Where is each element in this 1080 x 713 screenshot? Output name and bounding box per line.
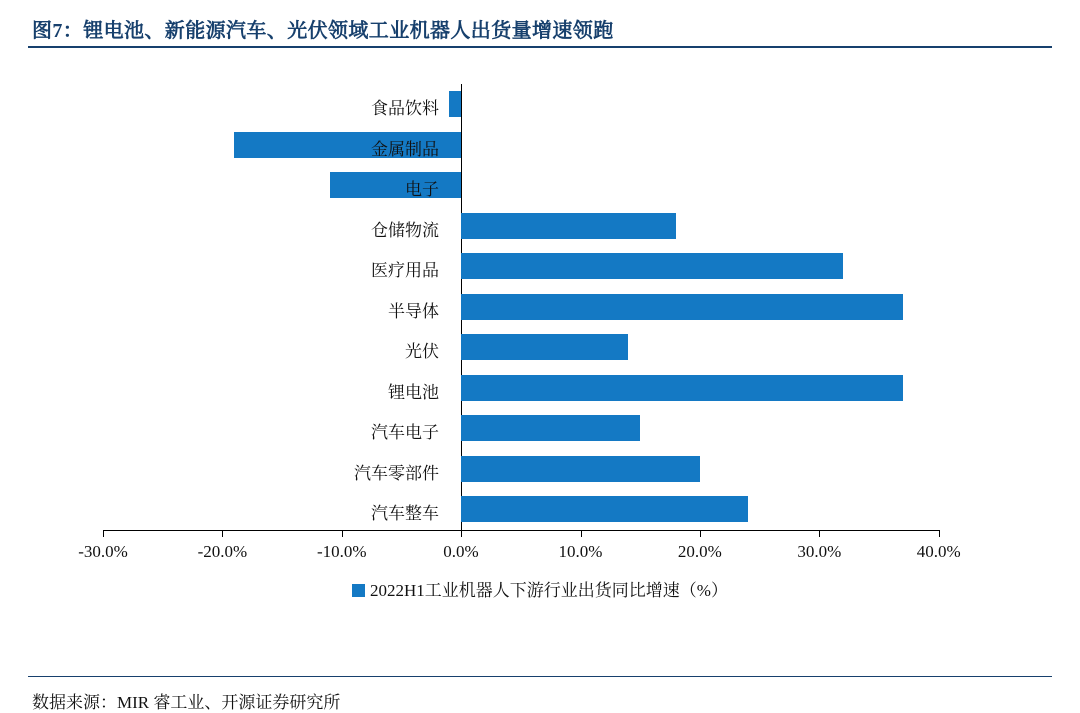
source-divider xyxy=(28,676,1052,677)
figure-container xyxy=(28,10,1052,712)
x-axis-tick-0 xyxy=(103,530,104,537)
table-row xyxy=(103,125,939,165)
bar-9[interactable] xyxy=(461,456,700,482)
bar-5[interactable] xyxy=(461,294,903,320)
category-label-10: 汽车整车 xyxy=(371,504,439,523)
x-axis-tick-2 xyxy=(342,530,343,537)
category-label-1: 金属制品 xyxy=(371,139,439,159)
category-label-0: 食品饮料 xyxy=(371,99,439,118)
category-label-5: 半导体 xyxy=(388,301,439,321)
category-label-2: 电子 xyxy=(405,180,439,199)
bar-8[interactable] xyxy=(461,415,640,441)
x-axis-label-6: 30.0% xyxy=(797,542,842,561)
category-label-7: 锂电池 xyxy=(388,382,439,402)
x-axis-tick-4 xyxy=(581,530,582,537)
x-axis-label-2: -10.0% xyxy=(317,542,367,561)
x-axis-tick-6 xyxy=(819,530,820,537)
table-row xyxy=(103,327,939,367)
legend-swatch-icon xyxy=(352,584,365,597)
x-axis-label-3: 0.0% xyxy=(443,542,479,561)
category-label-6: 光伏 xyxy=(405,342,439,361)
x-axis-tick-3 xyxy=(461,530,462,537)
bar-0[interactable] xyxy=(449,91,461,117)
table-row xyxy=(103,489,939,529)
x-axis-tick-1 xyxy=(222,530,223,537)
table-row xyxy=(103,206,939,246)
bar-6[interactable] xyxy=(461,334,628,360)
x-axis-label-7: 40.0% xyxy=(916,542,961,561)
bar-7[interactable] xyxy=(461,375,903,401)
source-note: 数据来源：MIR 睿工业、开源证券研究所 xyxy=(32,693,341,712)
chart-axes xyxy=(78,84,993,561)
bar-10[interactable] xyxy=(461,496,748,522)
figure-title-bar xyxy=(28,10,1052,48)
category-label-9: 汽车零部件 xyxy=(354,463,439,483)
table-row xyxy=(103,449,939,489)
x-axis-tick-5 xyxy=(700,530,701,537)
table-row xyxy=(103,84,939,124)
category-label-8: 汽车电子 xyxy=(371,423,439,442)
x-axis-line xyxy=(103,530,939,531)
bar-series xyxy=(103,84,939,530)
bar-3[interactable] xyxy=(461,213,676,239)
chart-plot-area xyxy=(28,56,1052,712)
x-axis-label-5: 20.0% xyxy=(677,542,722,561)
table-row xyxy=(103,165,939,205)
bar-4[interactable] xyxy=(461,253,843,279)
x-axis-label-1: -20.0% xyxy=(197,542,248,561)
chart-legend xyxy=(28,576,1052,601)
legend-item[interactable] xyxy=(352,576,728,601)
table-row xyxy=(103,246,939,286)
page-title: 图7：锂电池、新能源汽车、光伏领域工业机器人出货量增速领跑 xyxy=(32,20,614,42)
x-axis-label-0: -30.0% xyxy=(78,542,128,561)
category-label-3: 仓储物流 xyxy=(371,220,439,240)
category-label-4: 医疗用品 xyxy=(371,261,439,280)
x-axis-tick-7 xyxy=(939,530,940,537)
table-row xyxy=(103,368,939,408)
legend-label: 2022H1工业机器人下游行业出货同比增速（%） xyxy=(370,581,728,600)
table-row xyxy=(103,287,939,327)
x-axis-label-4: 10.0% xyxy=(558,542,603,561)
table-row xyxy=(103,408,939,448)
